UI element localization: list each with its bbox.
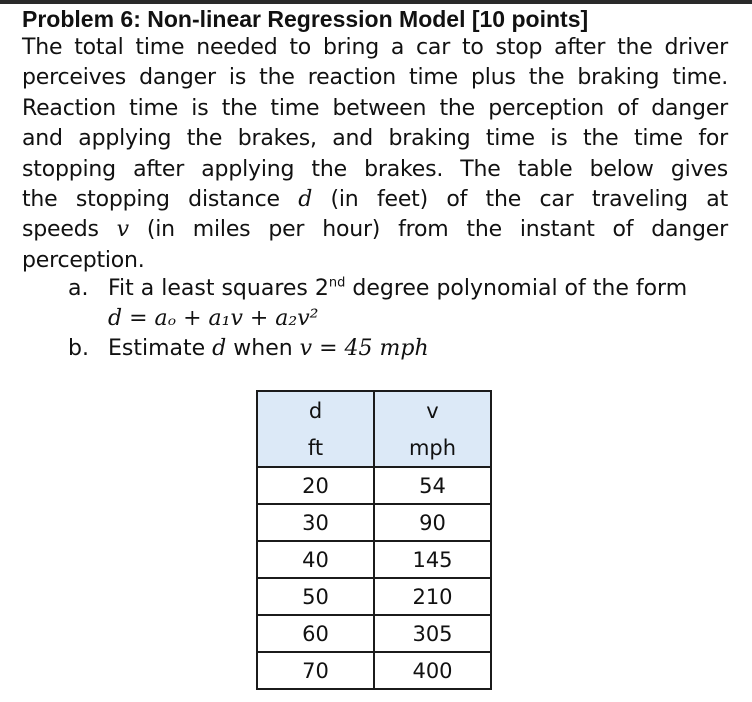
part-b (68, 334, 687, 364)
paragraph-line: perception. (22, 247, 145, 273)
stopping-distance-table (256, 390, 492, 690)
line7-pre: speeds (22, 217, 99, 243)
table-cell: 40 (257, 541, 374, 578)
table-header-row (257, 391, 491, 430)
table-row (257, 541, 491, 578)
table-cell: 20 (257, 467, 374, 504)
unit-cell-d: ft (257, 430, 374, 467)
paragraph-line: and applying the brakes, and braking time is the time for (22, 126, 728, 152)
paragraph-line (22, 185, 728, 215)
table-cell: 145 (374, 541, 491, 578)
distance-variable: d (298, 186, 313, 212)
part-b-text-mid: when (226, 336, 300, 361)
paragraph-line: The total time needed to bring a car to stop after the driver (22, 35, 728, 60)
header-cell-d: d (257, 391, 374, 430)
table-row (257, 467, 491, 504)
part-a-formula-row (68, 304, 687, 334)
table-row (257, 652, 491, 689)
line6-post: (in feet) of the car traveling at (330, 186, 729, 212)
line6-pre: the stopping distance (22, 186, 280, 212)
header-cell-v: v (374, 391, 491, 430)
table-row (257, 504, 491, 541)
line7-post: (in miles per hour) from the instant of danger (146, 217, 728, 243)
speed-condition: v = 45 mph (299, 336, 429, 361)
table-cell: 54 (374, 467, 491, 504)
paragraph-line (22, 215, 728, 245)
part-a (68, 274, 687, 304)
table-row (257, 615, 491, 652)
part-a-ordinal-suffix: nd (328, 275, 346, 291)
table-cell: 30 (257, 504, 374, 541)
part-a-text-pre: Fit a least squares 2 (108, 276, 329, 301)
part-a-marker: a. (68, 276, 89, 301)
speed-variable: v (116, 217, 129, 243)
table-cell: 90 (374, 504, 491, 541)
distance-variable: d (212, 336, 227, 361)
polynomial-formula: d = aₒ + a₁v + a₂v² (108, 306, 319, 331)
table-cell: 400 (374, 652, 491, 689)
table-cell: 305 (374, 615, 491, 652)
table-row (257, 578, 491, 615)
paragraph-line: perceives danger is the reaction time plus the braking time. (22, 65, 728, 91)
part-b-marker: b. (68, 336, 89, 361)
task-list (68, 274, 687, 364)
paragraph-line: stopping after applying the brakes. The table below gives (22, 156, 728, 182)
problem-paragraph (22, 33, 728, 276)
table-cell: 50 (257, 578, 374, 615)
table-cell: 210 (374, 578, 491, 615)
table-cell: 70 (257, 652, 374, 689)
problem-title: Problem 6: Non-linear Regression Model [10 points] (22, 6, 589, 32)
table-cell: 60 (257, 615, 374, 652)
paragraph-line: Reaction time is the time between the perception of danger (22, 95, 728, 121)
part-a-text-post: degree polynomial of the form (345, 276, 688, 301)
unit-cell-v: mph (374, 430, 491, 467)
table-units-row (257, 430, 491, 467)
part-b-text-pre: Estimate (108, 336, 213, 361)
